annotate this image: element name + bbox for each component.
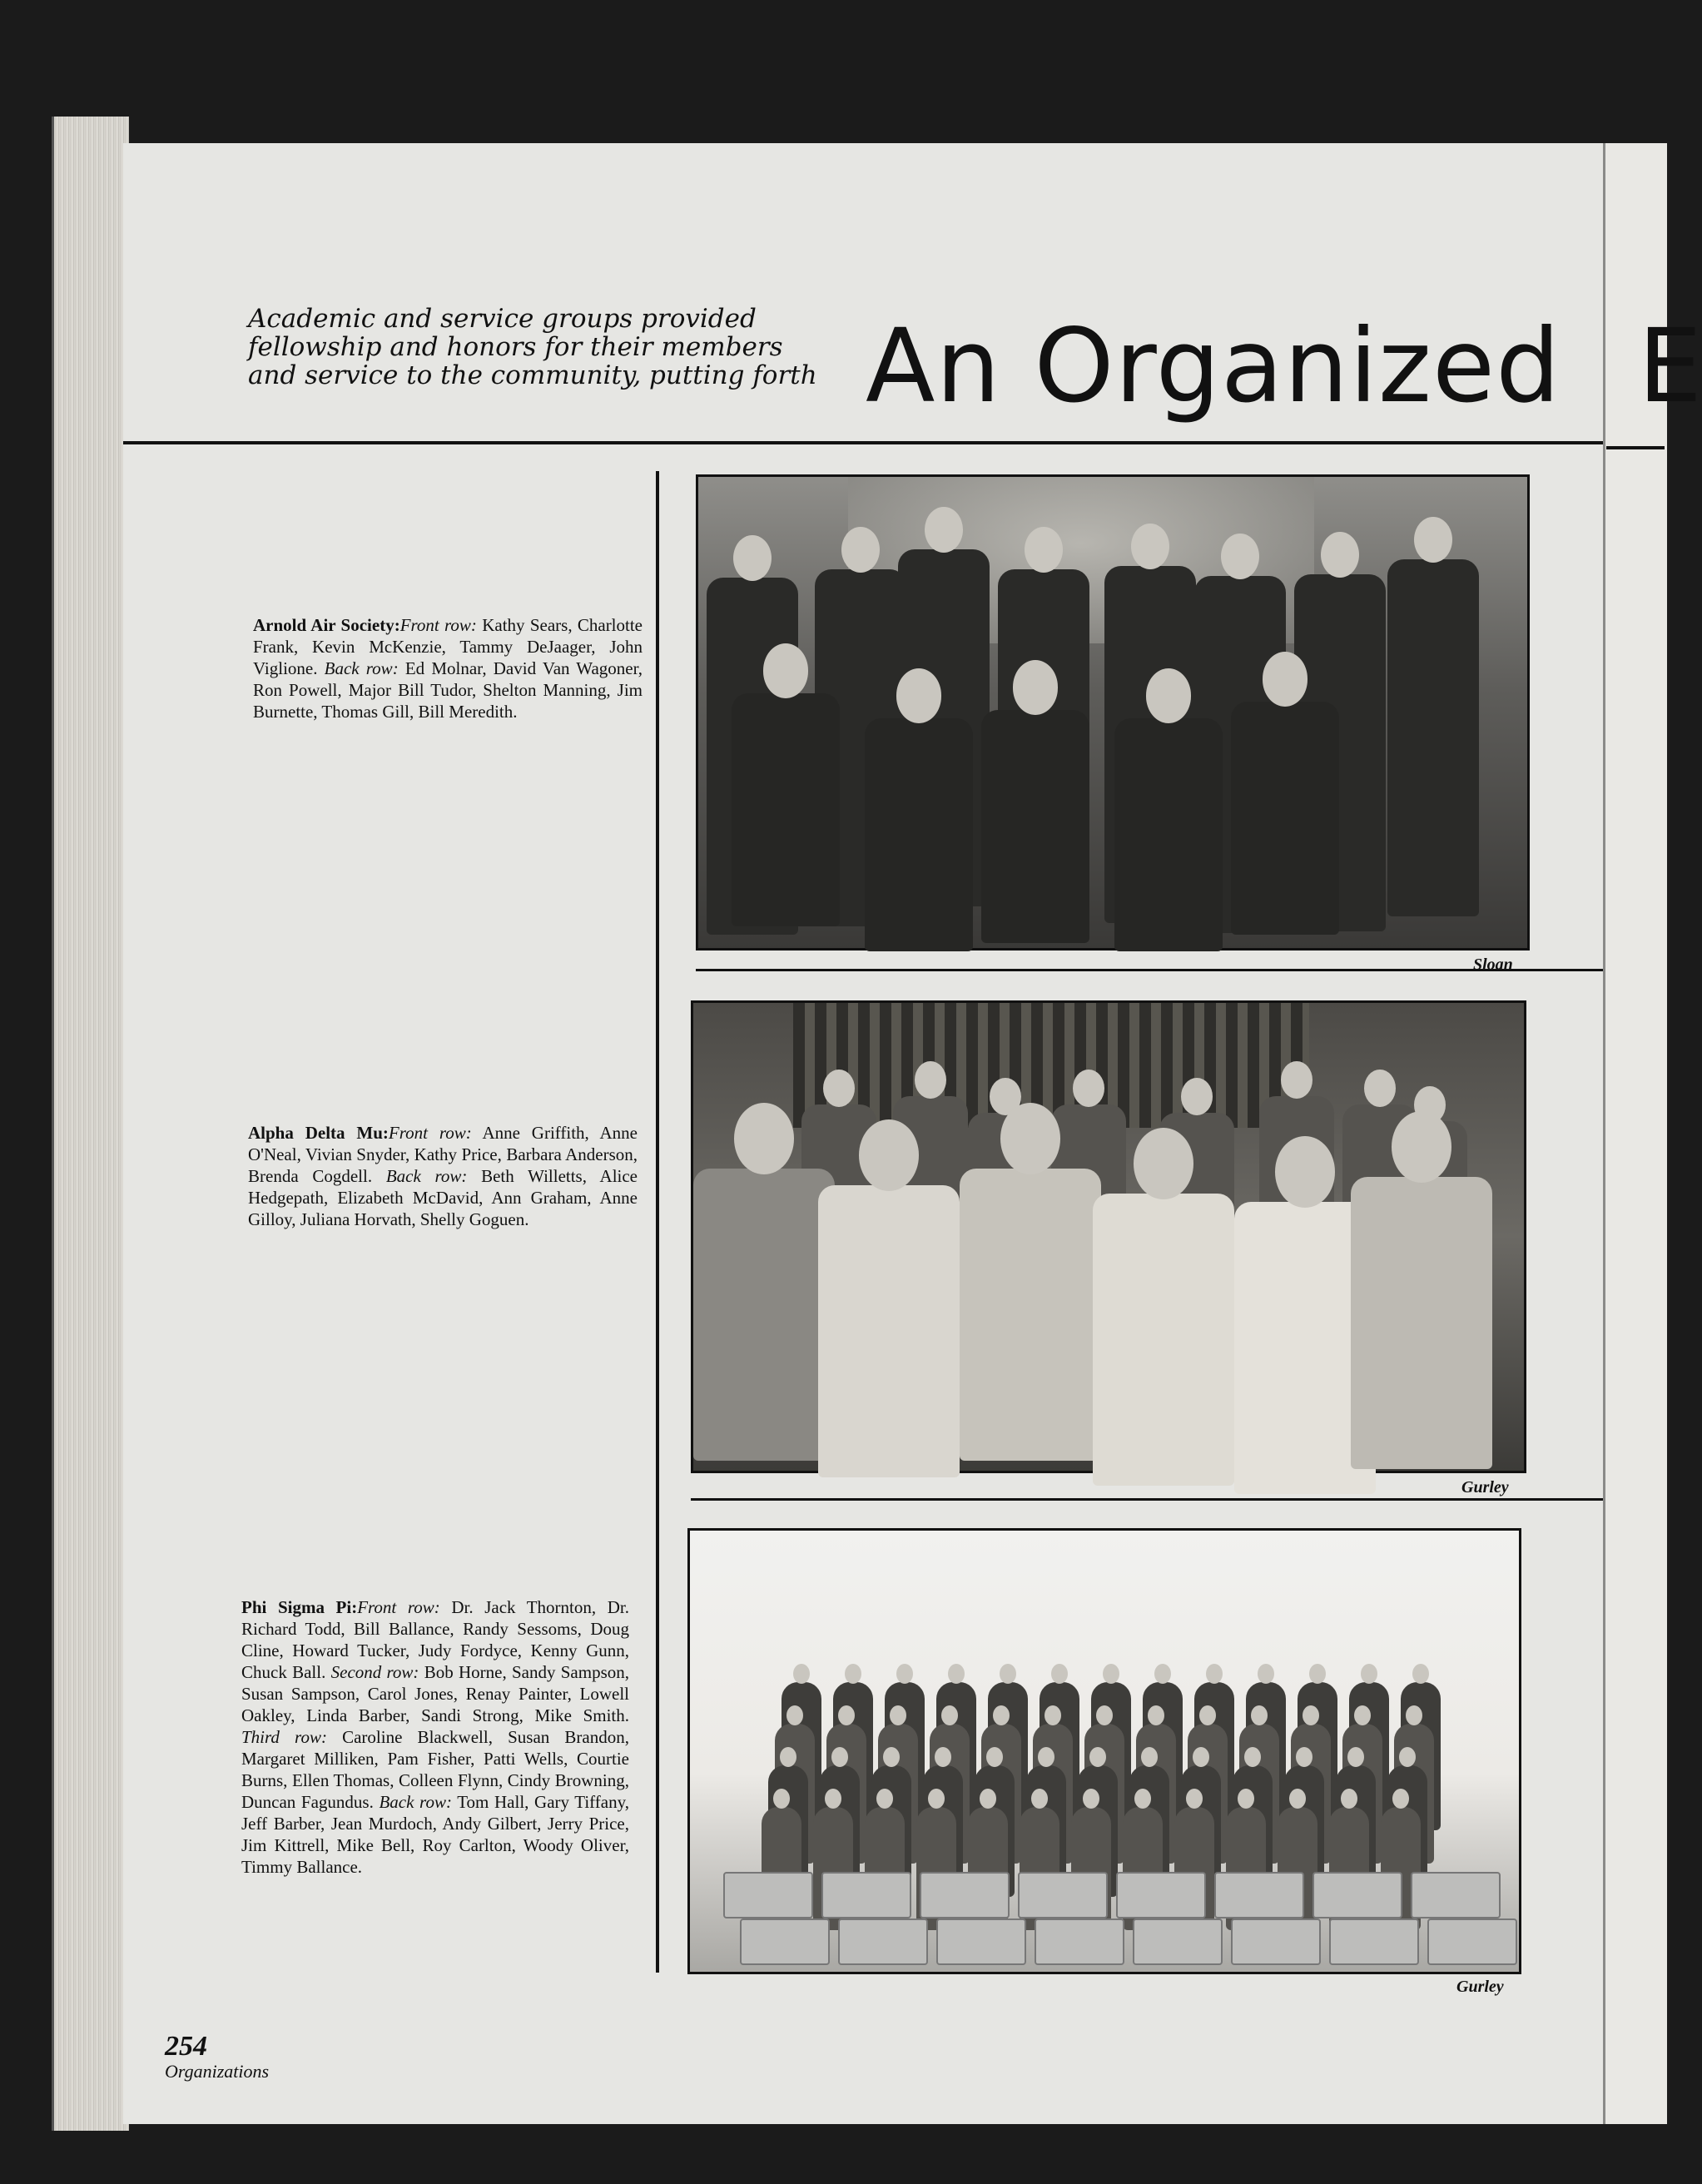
org-name: Alpha Delta Mu: — [248, 1123, 389, 1143]
auditorium-seat — [838, 1918, 928, 1965]
person-body — [1114, 718, 1223, 951]
person-head — [1000, 1103, 1059, 1174]
person-head — [734, 1103, 793, 1174]
person-head — [1275, 1136, 1334, 1208]
person-head — [948, 1664, 965, 1684]
person-head — [925, 507, 963, 553]
auditorium-seat — [936, 1918, 1026, 1965]
person-head — [1361, 1664, 1377, 1684]
row-label: Back row: — [385, 1166, 468, 1186]
person-head — [793, 1664, 810, 1684]
person-body — [1231, 702, 1339, 935]
photo-alpha-delta-mu — [691, 1000, 1526, 1473]
right-page-edge — [1603, 143, 1667, 2124]
auditorium-seat — [1116, 1872, 1206, 1918]
person-head — [1281, 1061, 1312, 1099]
names: Caroline Blackwell, Susan Brandon, Margaret Milliken, Pam Fisher, Patti Wells, Courtie Burns, Ellen Thomas, Colleen Flynn, Cindy Browning, Duncan Fagundus. — [241, 1727, 629, 1812]
person-head — [1221, 534, 1259, 579]
org-name: Arnold Air Society: — [253, 615, 400, 635]
row-label: Second row: — [330, 1662, 419, 1682]
person-head — [1051, 1664, 1068, 1684]
auditorium-seat — [1018, 1872, 1108, 1918]
person-body — [732, 693, 840, 926]
person-head — [915, 1061, 946, 1099]
person-head — [1392, 1111, 1451, 1183]
caption-arnold-air-society — [253, 614, 643, 722]
column-divider — [656, 471, 659, 1973]
person-head — [1321, 532, 1359, 578]
photo-rule — [696, 969, 1603, 971]
org-name: Phi Sigma Pi: — [241, 1597, 358, 1617]
person-head — [896, 1664, 913, 1684]
person-head — [1154, 1664, 1171, 1684]
names: Bob Horne, Sandy Sampson, Susan Sampson, Carol Jones, Renay Painter, Lowell Oakley, Linda Barber, Sandi Strong, Mike Smith. — [241, 1662, 630, 1725]
row-label: Third row: — [241, 1727, 327, 1747]
person-body — [865, 718, 973, 951]
names: Dr. Jack Thornton, Dr. Richard Todd, Bill Ballance, Randy Sessoms, Doug Cline, Howard Tucker, Judy Fordyce, Kenny Gunn, Chuck Ball. — [241, 1597, 629, 1682]
auditorium-seat — [740, 1918, 830, 1965]
auditorium-seat — [1214, 1872, 1304, 1918]
photo-arnold-air-society — [696, 474, 1530, 951]
caption-phi-sigma-pi — [241, 1596, 629, 1878]
person-head — [1206, 1664, 1223, 1684]
person-body — [1351, 1177, 1492, 1469]
auditorium-seat — [723, 1872, 813, 1918]
person-head — [1131, 524, 1169, 569]
headline-continuation: E — [1638, 307, 1702, 425]
auditorium-seat — [1427, 1918, 1517, 1965]
person-head — [1103, 1664, 1119, 1684]
auditorium-seat — [920, 1872, 1010, 1918]
person-head — [896, 668, 942, 723]
caption-alpha-delta-mu — [248, 1122, 638, 1230]
person-body — [693, 1169, 835, 1461]
person-head — [763, 643, 809, 698]
row-label: Back row: — [324, 658, 399, 678]
names: Anne Griffith, Anne O'Neal, Vivian Snyder, Kathy Price, Barbara Anderson, Brenda Cogdell. — [248, 1123, 638, 1186]
intro-text: Academic and service groups provided fellowship and honors for their members and service to the community, putting forth — [248, 304, 817, 390]
person-head — [1364, 1070, 1396, 1107]
photo-credit: Gurley — [1461, 1478, 1509, 1497]
person-head — [1309, 1664, 1326, 1684]
photo-phi-sigma-pi — [687, 1528, 1521, 1974]
photo-credit: Sloan — [1473, 956, 1513, 974]
auditorium-seat — [1035, 1918, 1124, 1965]
names: Kathy Sears, Charlotte Frank, Kevin McKenzie, Tammy DeJaager, John Viglione. — [253, 615, 643, 678]
person-head — [1258, 1664, 1274, 1684]
person-body — [1387, 559, 1479, 916]
section-name: Organizations — [165, 2061, 270, 2082]
auditorium-seat — [1329, 1918, 1419, 1965]
auditorium-seat — [1411, 1872, 1501, 1918]
person-head — [733, 535, 772, 581]
auditorium-seat — [1133, 1918, 1223, 1965]
person-head — [1000, 1664, 1016, 1684]
person-head — [1013, 660, 1059, 715]
person-head — [1412, 1664, 1429, 1684]
row-label: Front row: — [399, 615, 477, 635]
header-rule-right — [1606, 446, 1665, 449]
person-head — [823, 1070, 855, 1107]
row-label: Front row: — [357, 1597, 440, 1617]
photo-rule — [691, 1498, 1603, 1501]
photo-credit: Gurley — [1456, 1978, 1504, 1996]
person-body — [960, 1169, 1101, 1461]
auditorium-seat — [821, 1872, 911, 1918]
names: Ed Molnar, David Van Wagoner, Ron Powell, Major Bill Tudor, Shelton Manning, Jim Burnette, Thomas Gill, Bill Meredith. — [253, 658, 643, 722]
person-body — [1093, 1194, 1234, 1486]
header-rule — [123, 441, 1603, 444]
person-body — [818, 1185, 960, 1477]
auditorium-seat — [1312, 1872, 1402, 1918]
book-page-stack — [52, 117, 129, 2131]
auditorium-seat — [1231, 1918, 1321, 1965]
row-label: Front row: — [388, 1123, 472, 1143]
names: Beth Willetts, Alice Hedgepath, Elizabeth McDavid, Ann Graham, Anne Gilloy, Juliana Horvath, Shelly Goguen. — [248, 1166, 638, 1229]
page-headline: An Organized — [866, 307, 1561, 425]
names: Tom Hall, Gary Tiffany, Jeff Barber, Jean Murdoch, Andy Gilbert, Jerry Price, Jim Kittrell, Mike Bell, Roy Carlton, Woody Oliver, Timmy Ballance. — [241, 1792, 629, 1877]
person-head — [1414, 517, 1452, 563]
person-head — [1134, 1128, 1193, 1199]
person-head — [845, 1664, 861, 1684]
person-head — [1263, 652, 1308, 707]
person-head — [841, 527, 880, 573]
person-body — [981, 710, 1089, 943]
person-head — [1146, 668, 1192, 723]
person-head — [1181, 1078, 1213, 1115]
row-label: Back row: — [379, 1792, 452, 1812]
page-number: 254 — [165, 2031, 207, 2062]
person-head — [859, 1119, 918, 1191]
person-head — [1025, 527, 1063, 573]
person-head — [1073, 1070, 1104, 1107]
